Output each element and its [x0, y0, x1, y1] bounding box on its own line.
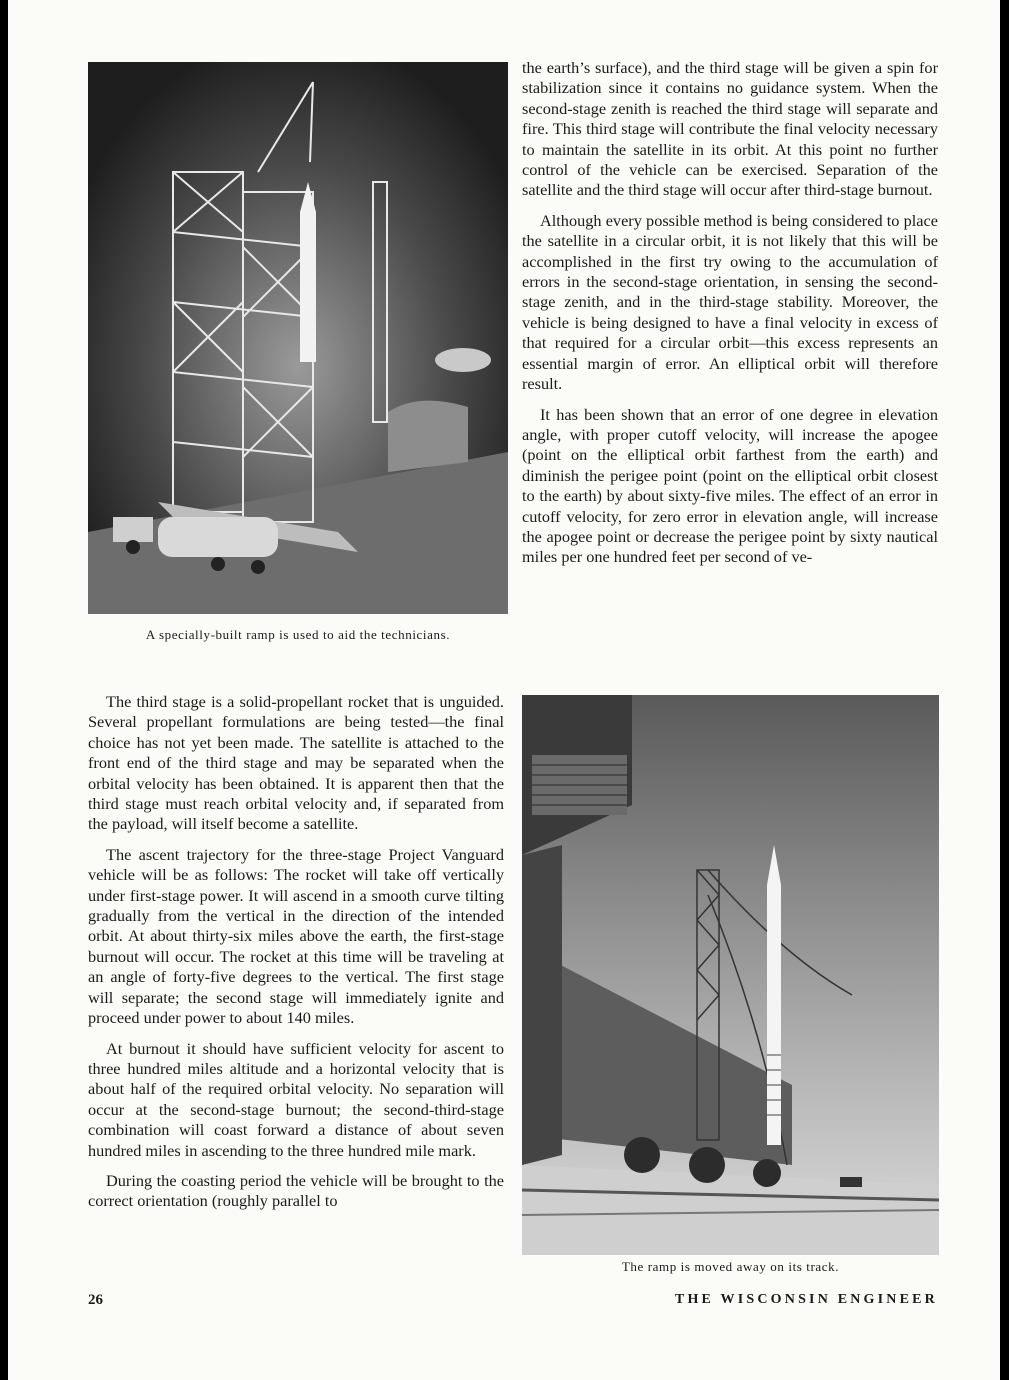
paragraph: It has been shown that an error of one degree in elevation angle, with proper cutoff velocity, will increase the apogee (point on the elliptical orbit farthest from the earth) and diminish the perigee point (point on the elliptical orbit closest to the earth) by about sixty-five miles. The effect of an error in cutoff velocity, for zero error in elevation angle, will increase the apogee point or decrease the perigee point by sixty nautical miles per one hundred feet per second of ve- [522, 404, 938, 567]
text-column-bottom-left [88, 692, 504, 1212]
publication-name: THE WISCONSIN ENGINEER [674, 1292, 938, 1307]
track-illustration [522, 695, 939, 1255]
track-drawing [522, 695, 939, 1255]
paragraph: At burnout it should have sufficient velocity for ascent to three hundred miles altitude and a horizontal velocity that is about half of the required orbital velocity. No separation will occur at the second-stage burnout; the second-third-stage combination will coast forward a distance of about seven hundred miles in ascending to the three hundred mile mark. [88, 1038, 504, 1160]
paragraph: the earth’s surface), and the third stage will be given a spin for stabilization since it contains no guidance system. When the second-stage zenith is reached the third stage will separate and fire. This third stage will contribute the final velocity necessary to maintain the satellite in its orbit. At this point no further control of the vehicle can be exercised. Separation of the satellite and the third stage will occur after third-stage burnout. [522, 58, 938, 200]
page-number: 26 [88, 1292, 103, 1308]
bottom-figure-caption: The ramp is moved away on its track. [621, 1259, 840, 1274]
paragraph: During the coasting period the vehicle will be brought to the correct orientation (roughly parallel to [88, 1170, 504, 1211]
top-figure-caption: A specially-built ramp is used to aid the technicians. [145, 627, 451, 642]
text-column-top-right [522, 58, 938, 568]
ramp-drawing [88, 62, 508, 614]
paragraph: The third stage is a solid-propellant rocket that is unguided. Several propellant formulations are being tested—the final choice has not yet been made. The satellite is attached to the front end of the third stage and may be separated when the orbital velocity has been obtained. It is apparent then that the third stage must reach orbital velocity and, if separated from the payload, will itself become a satellite. [88, 692, 504, 834]
paragraph: The ascent trajectory for the three-stage Project Vanguard vehicle will be as follows: The rocket will take off vertically under first-stage power. It will ascend in a smooth curve tilting gradually from the vertical in the direction of the intended orbit. At about thirty-six miles above the earth, the first-stage burnout will occur. The rocket at this time will be traveling at an angle of forty-five degrees to the vertical. The first stage will separate; the second stage will immediately ignite and proceed under power to about 140 miles. [88, 844, 504, 1028]
magazine-page [8, 0, 1000, 1380]
paragraph: Although every possible method is being considered to place the satellite in a circular orbit, it is not likely that this will be accomplished in the first try owing to the accumulation of errors in the second-stage orientation, in sensing the second-stage zenith, and in the third-stage stability. Moreover, the vehicle is being designed to have a final velocity in excess of that required for a circular orbit—this excess represents an essential margin of error. An elliptical orbit will therefore result. [522, 210, 938, 394]
ramp-illustration [88, 62, 508, 614]
